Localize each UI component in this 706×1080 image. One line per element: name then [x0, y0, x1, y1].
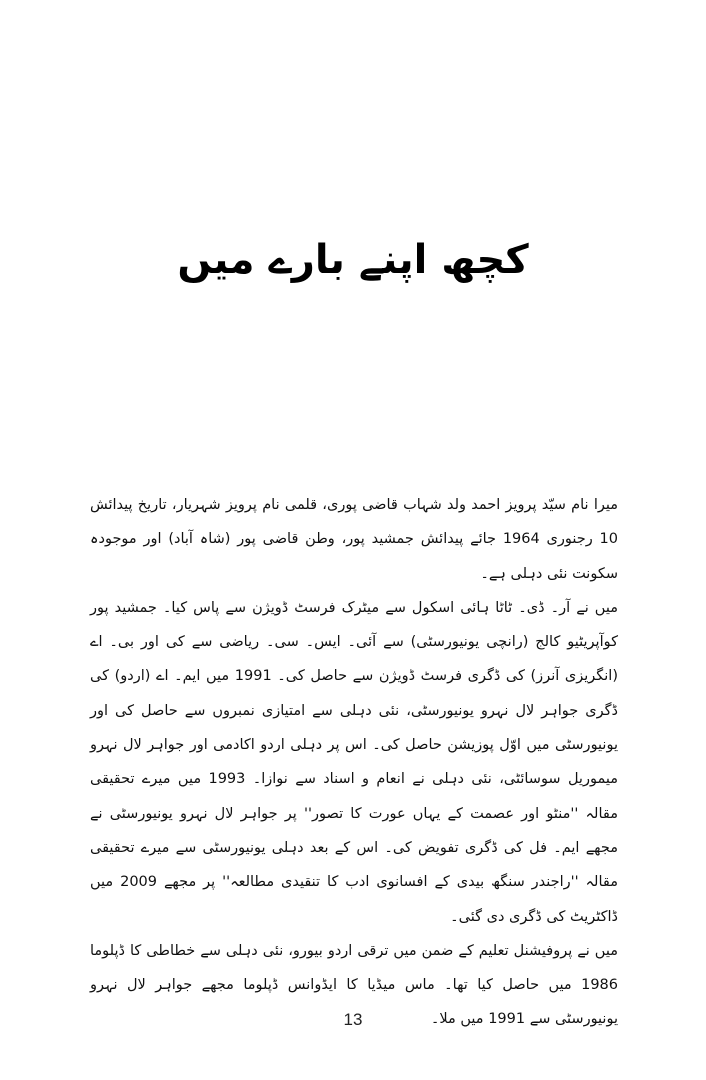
- page-title: کچھ اپنے بارے میں: [177, 236, 529, 283]
- paragraph-professional-education: میں نے پروفیشنل تعلیم کے ضمن میں ترقی اردو بیورو، نئی دہلی سے خطاطی کا ڈپلوما 1986 میں حاصل کیا تھا۔ ماس میڈیا کا ایڈوانس ڈپلوما مجھے جواہر لال نہرو یونیورسٹی سے 1991 میں ملا۔: [90, 942, 618, 1028]
- paragraph-birth-details: میرا نام سیّد پرویز احمد ولد شہاب قاضی پوری، قلمی نام پرویز شہریار، تاریخ پیدائش 10 رجنوری 1964 جائے پیدائش جمشید پور، وطن قاضی پور (شاہ آباد) اور موجودہ سکونت نئی دہلی ہے۔: [90, 497, 618, 582]
- paragraph-education: میں نے آر۔ ڈی۔ ٹاٹا ہائی اسکول سے میٹرک فرسٹ ڈویژن سے پاس کیا۔ جمشید پور کوآپریٹیو کالج (رانچی یونیورسٹی) سے آئی۔ ایس۔ سی۔ ریاضی سے کی اور بی۔ اے (انگریزی آنرز) کی ڈگری فرسٹ ڈویژن سے حاصل کی۔ 1991 میں ایم۔ اے (اردو) کی ڈگری جواہر لال نہرو یونیورسٹی، نئی دہلی سے امتیازی نمبروں سے حاصل کی اور یونیورسٹی میں اوّل پوزیشن حاصل کی۔ اس پر دہلی اردو اکادمی اور جواہر لال نہرو میموریل سوسائٹی، نئی دہلی نے انعام و اسناد سے نوازا۔ 1993 میں میرے تحقیقی مقالہ ''منٹو اور عصمت کے یہاں عورت کا تصور'' پر جواہر لال نہرو یونیورسٹی نے مجھے ایم۔ فل کی ڈگری تفویض کی۔ اس کے بعد دہلی یونیورسٹی سے میرے تحقیقی مقالہ ''راجندر سنگھ بیدی کے افسانوی ادب کا تنقیدی مطالعہ'' پر مجھے 2009 میں ڈاکٹریٹ کی ڈگری دی گئی۔: [90, 599, 618, 925]
- body-text: [90, 488, 618, 1037]
- page-number: 13: [343, 1010, 363, 1029]
